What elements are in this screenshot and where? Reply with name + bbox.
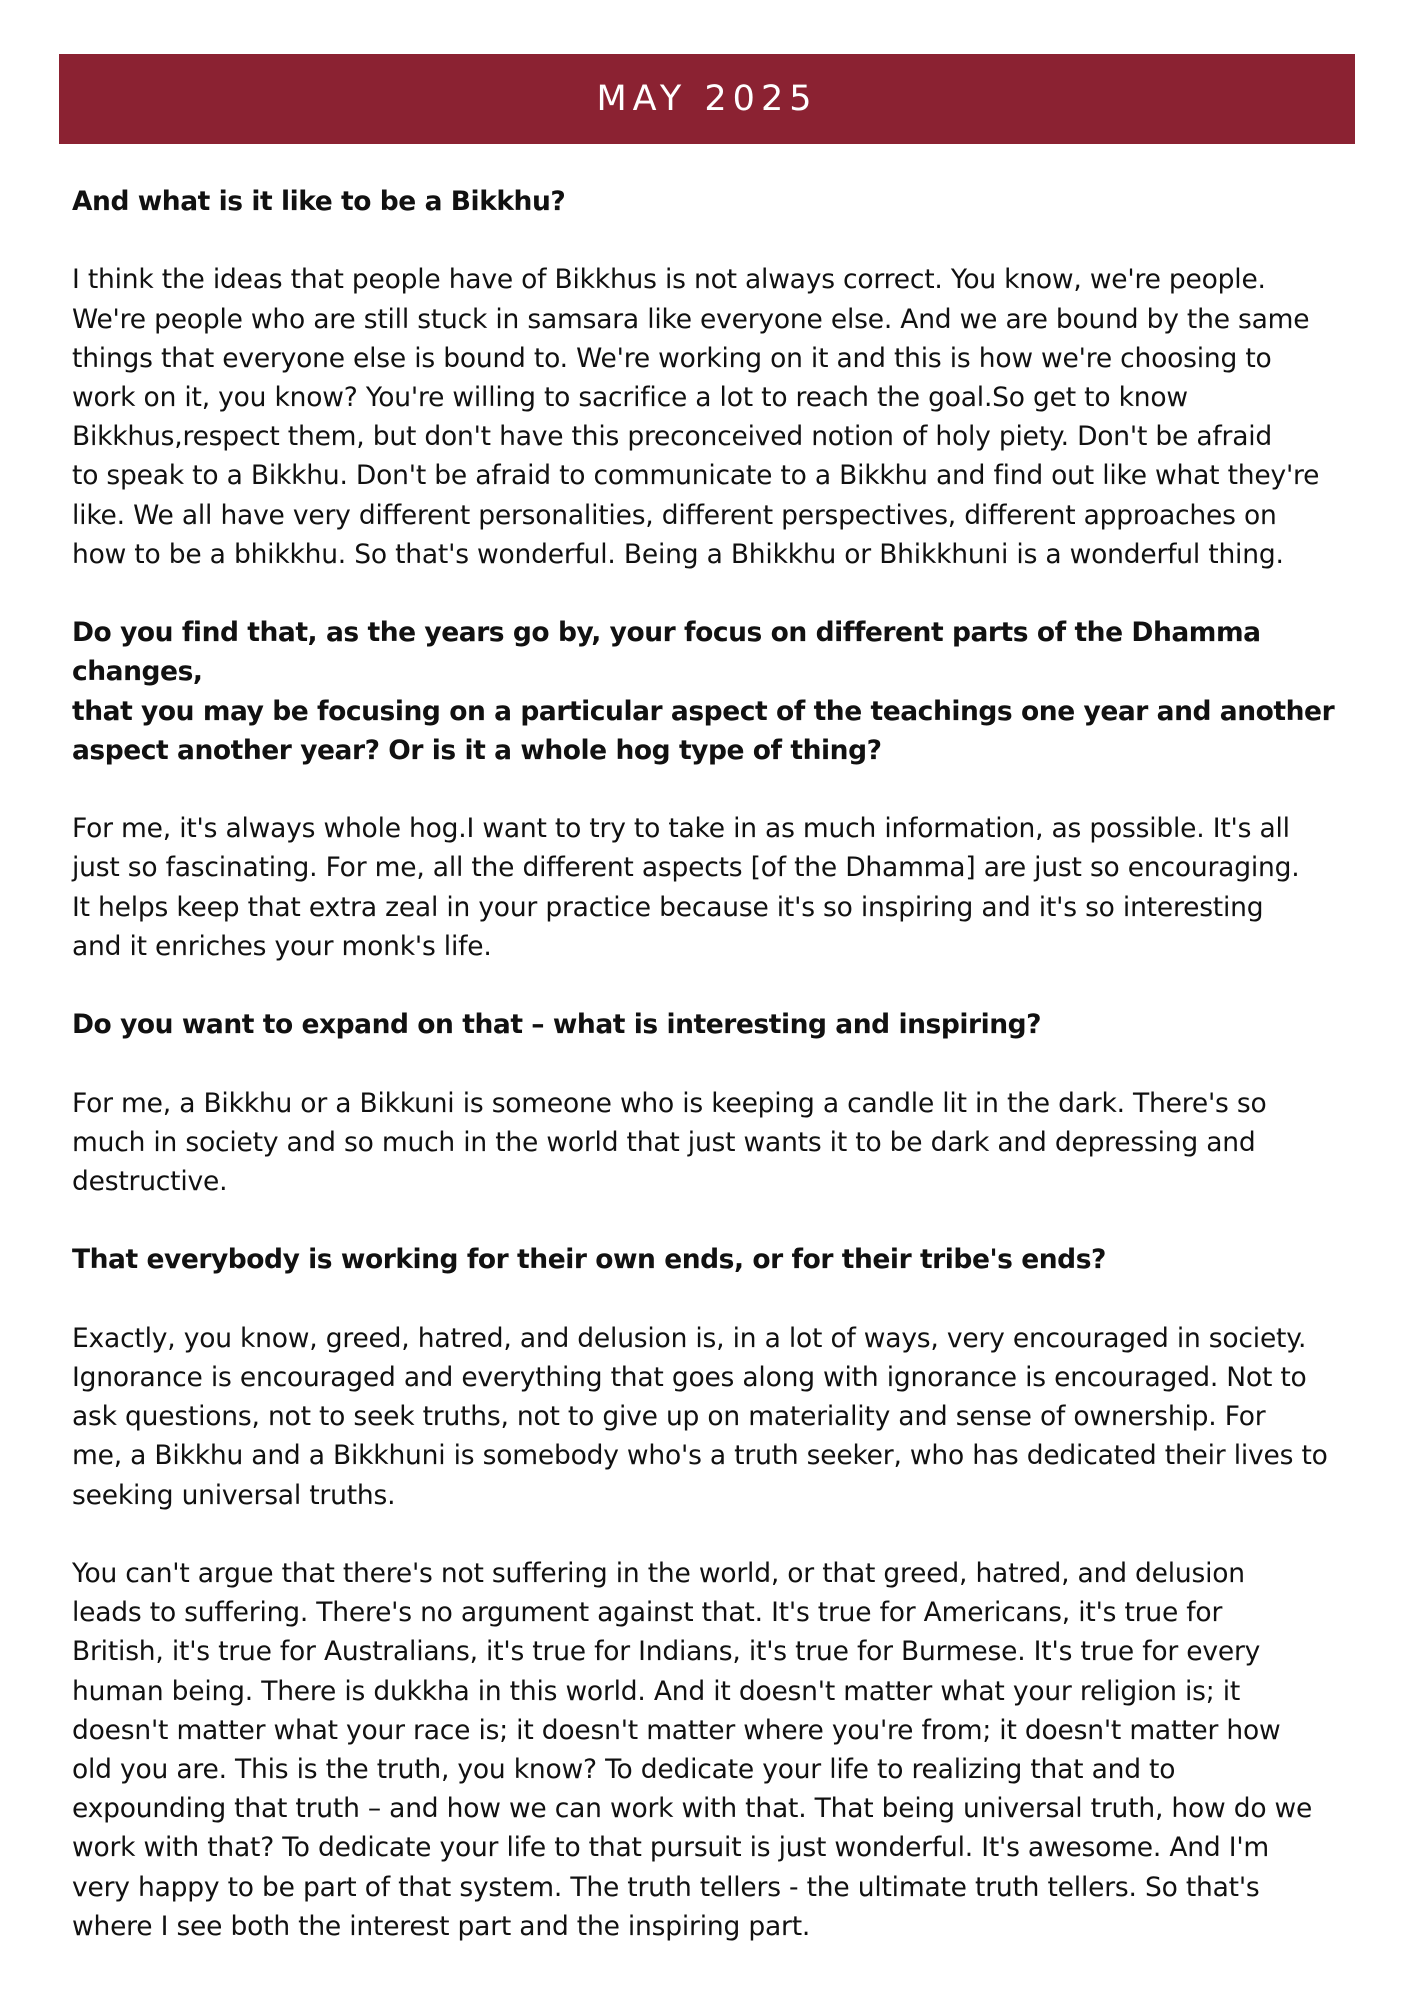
interview-question: Do you find that, as the years go by, your focus on different parts of the Dhamma changes, that you may be focusing on a particular aspect of the teachings one year and another aspect another year? Or is it a whole hog type of thing? xyxy=(72,617,1335,766)
month-banner xyxy=(59,54,1355,144)
paragraph-gap xyxy=(72,574,1372,613)
paragraph-gap xyxy=(72,1515,1372,1554)
paragraph-gap xyxy=(72,1280,1372,1319)
paragraph-gap xyxy=(72,1044,1372,1083)
paragraph-gap xyxy=(72,1201,1372,1240)
interview-question: That everybody is working for their own ends, or for their tribe's ends? xyxy=(72,1244,1106,1276)
paragraph-gap xyxy=(72,966,1372,1005)
interview-question: And what is it like to be a Bikkhu? xyxy=(72,186,566,217)
interview-answer: For me, it's always whole hog.I want to try to take in as much information, as possible. It's all just so fascinating. For me, all the different aspects [of the Dhamma] are just so encouraging. It helps keep that extra zeal in your practice because it's so inspiring and it's so interesting and it enriches your monk's life. xyxy=(72,813,1300,962)
paragraph-gap xyxy=(72,770,1372,809)
interview-content xyxy=(72,182,1372,1946)
interview-answer: Exactly, you know, greed, hatred, and delusion is, in a lot of ways, very encouraged in society. Ignorance is encouraged and everything that goes along with ignorance is encouraged. Not to ask questions, not to seek truths, not to give up on materiality and sense of ownership. For me, a Bikkhu and a Bikkhuni is somebody who's a truth seeker, who has dedicated their lives to seeking universal truths. xyxy=(72,1322,1328,1511)
paragraph-gap xyxy=(72,221,1372,260)
interview-answer: I think the ideas that people have of Bikkhus is not always correct. You know, we're people. We're people who are still stuck in samsara like everyone else. And we are bound by the same things that everyone else is bound to. We're working on it and this is how we're choosing to work on it, you know? You're willing to sacrifice a lot to reach the goal.So get to know Bikkhus,respect them, but don't have this preconceived notion of holy piety. Don't be afraid to speak to a Bikkhu. Don't be afraid to communicate to a Bikkhu and find out like what they're like. We all have very different personalities, different perspectives, different approaches on how to be a bhikkhu. So that's wonderful. Being a Bhikkhu or Bhikkhuni is a wonderful thing. xyxy=(72,264,1320,570)
interview-answer: You can't argue that there's not suffering in the world, or that greed, hatred, and delusion leads to suffering. There's no argument against that. It's true for Americans, it's true for British, it's true for Australians, it's true for Indians, it's true for Burmese. It's true for every human being. There is dukkha in this world. And it doesn't matter what your religion is; it doesn't matter what your race is; it doesn't matter where you're from; it doesn't matter how old you are. This is the truth, you know? To dedicate your life to realizing that and to expounding that truth – and how we can work with that. That being universal truth, how do we work with that? To dedicate your life to that pursuit is just wonderful. It's awesome. And I'm very happy to be part of that system. The truth tellers - the ultimate truth tellers. So that's where I see both the interest part and the inspiring part. xyxy=(72,1557,1313,1942)
interview-answer: For me, a Bikkhu or a Bikkuni is someone who is keeping a candle lit in the dark. There's so much in society and so much in the world that just wants it to be dark and depressing and destructive. xyxy=(72,1087,1267,1197)
interview-question: Do you want to expand on that – what is interesting and inspiring? xyxy=(72,1009,1042,1041)
banner-title: MAY 2025 xyxy=(596,79,818,119)
